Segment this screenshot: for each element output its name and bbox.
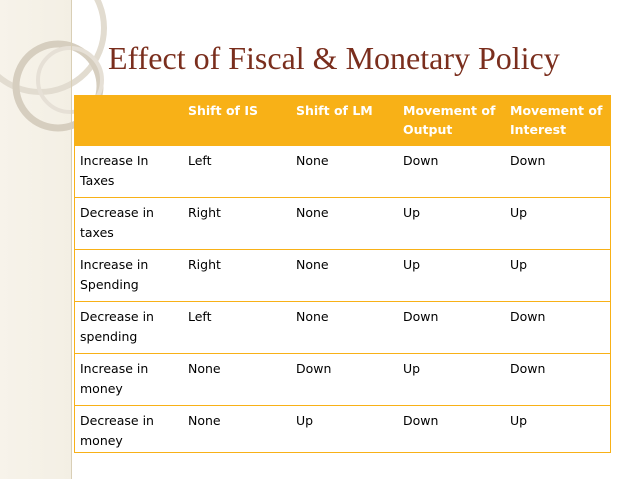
cell-output: Up [396, 198, 503, 250]
header-cell-interest: Movement of Interest [503, 95, 611, 146]
cell-output: Down [396, 302, 503, 354]
cell-shift-is: Right [181, 250, 289, 302]
cell-shift-is: Left [181, 146, 289, 198]
header-cell-shift-lm: Shift of LM [289, 95, 396, 146]
header-cell-shift-is: Shift of IS [181, 95, 289, 146]
cell-interest: Up [503, 198, 611, 250]
cell-output: Down [396, 146, 503, 198]
table-row [74, 406, 611, 458]
cell-output: Up [396, 250, 503, 302]
row-policy-label: Increase In Taxes [74, 146, 181, 198]
cell-interest: Down [503, 354, 611, 406]
row-policy-label: Increase in money [74, 354, 181, 406]
row-policy-label: Decrease in money [74, 406, 181, 458]
header-cell-policy [74, 95, 181, 146]
row-policy-label: Decrease in spending [74, 302, 181, 354]
row-policy-label: Decrease in taxes [74, 198, 181, 250]
cell-interest: Down [503, 146, 611, 198]
cell-shift-is: Right [181, 198, 289, 250]
table-row [74, 198, 611, 250]
table-row [74, 250, 611, 302]
cell-shift-is: None [181, 406, 289, 458]
cell-shift-lm: Down [289, 354, 396, 406]
cell-interest: Up [503, 250, 611, 302]
cell-shift-lm: None [289, 250, 396, 302]
cell-interest: Down [503, 302, 611, 354]
cell-shift-lm: None [289, 146, 396, 198]
cell-shift-lm: None [289, 302, 396, 354]
table-row [74, 146, 611, 198]
cell-output: Up [396, 354, 503, 406]
cell-shift-lm: Up [289, 406, 396, 458]
slide-title: Effect of Fiscal & Monetary Policy [108, 40, 560, 76]
cell-output: Down [396, 406, 503, 458]
header-cell-output: Movement of Output [396, 95, 503, 146]
cell-shift-is: None [181, 354, 289, 406]
cell-shift-lm: None [289, 198, 396, 250]
table-header-row [74, 95, 611, 146]
table-row [74, 354, 611, 406]
slide-left-rule [71, 0, 72, 479]
row-policy-label: Increase in Spending [74, 250, 181, 302]
cell-interest: Up [503, 406, 611, 458]
table-row [74, 302, 611, 354]
policy-effects-table [74, 95, 611, 457]
cell-shift-is: Left [181, 302, 289, 354]
